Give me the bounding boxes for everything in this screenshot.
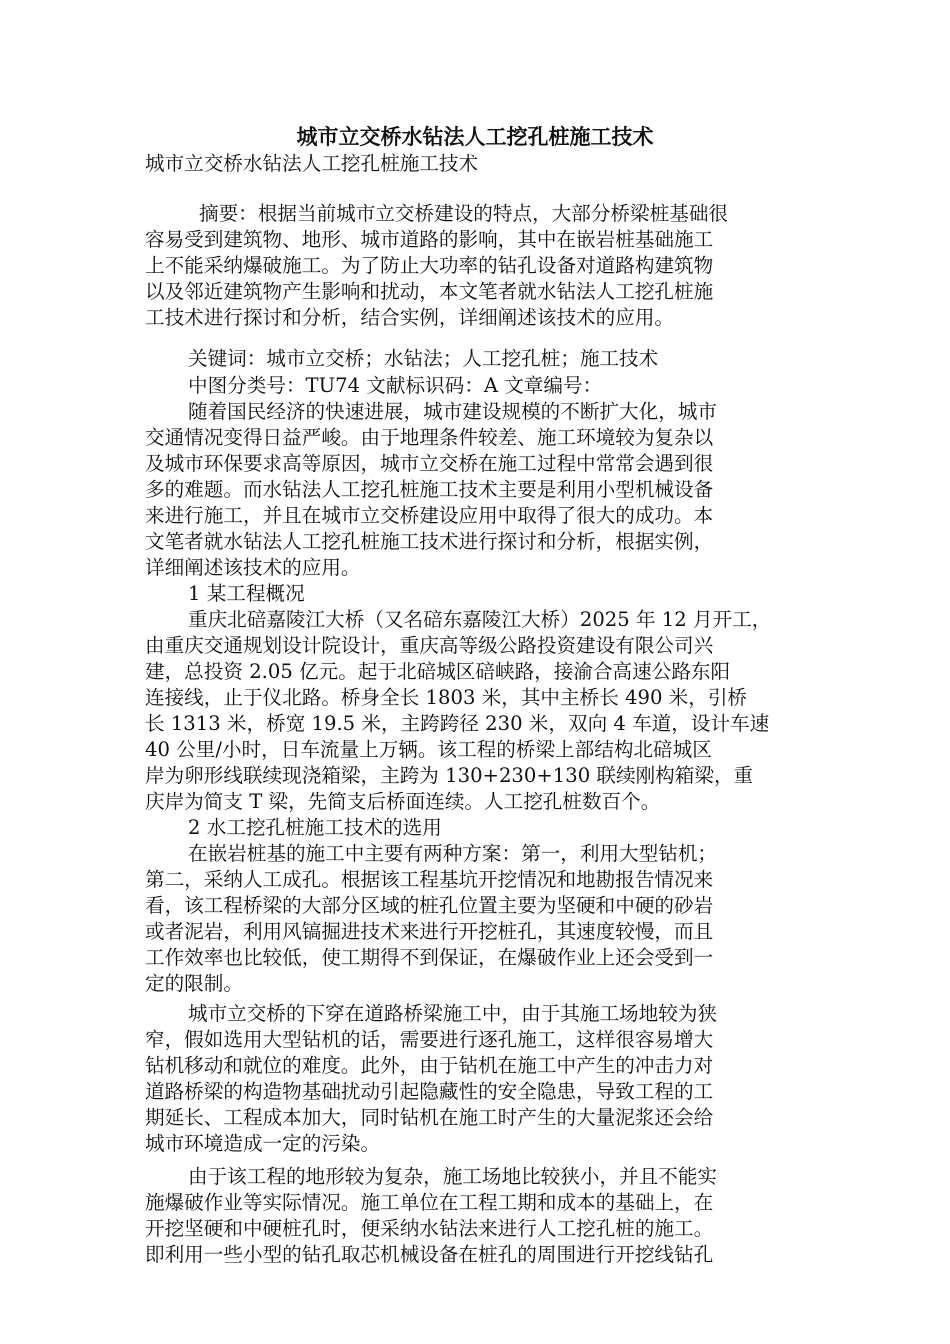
- paragraph-line: 工作效率也比较低，使工期得不到保证，在爆破作业上还会受到一: [145, 946, 714, 969]
- abstract-line: 工技术进行探讨和分析，结合实例，详细阐述该技术的应用。: [145, 306, 675, 329]
- section-heading: 1 某工程概况: [188, 582, 305, 605]
- paragraph-line: 定的限制。: [145, 972, 243, 995]
- paragraph-line: 施爆破作业等实际情况。施工单位在工程工期和成本的基础上，在: [145, 1191, 714, 1214]
- paragraph-line: 长 1313 米，桥宽 19.5 米，主跨跨径 230 米，双向 4 车道，设计车速: [145, 712, 770, 735]
- paragraph-line: 钻机移动和就位的难度。此外，由于钻机在施工中产生的冲击力对: [145, 1054, 714, 1077]
- document-subtitle: 城市立交桥水钻法人工挖孔桩施工技术: [145, 152, 479, 175]
- abstract-line: 容易受到建筑物、地形、城市道路的影响，其中在嵌岩桩基础施工: [145, 228, 714, 251]
- abstract-line: 以及邻近建筑物产生影响和扰动，本文笔者就水钻法人工挖孔桩施: [145, 280, 714, 303]
- paragraph-line: 文笔者就水钻法人工挖孔桩施工技术进行探讨和分析，根据实例，: [145, 530, 714, 553]
- paragraph-line: 或者泥岩，利用风镐掘进技术来进行开挖桩孔，其速度较慢，而且: [145, 920, 714, 943]
- paragraph-line: 详细阐述该技术的应用。: [145, 556, 361, 579]
- paragraph-line: 及城市环保要求高等原因，城市立交桥在施工过程中常常会遇到很: [145, 452, 714, 475]
- paragraph-line: 40 公里/小时，日车流量上万辆。该工程的桥梁上部结构北碚城区: [145, 738, 712, 761]
- paragraph-line: 由于该工程的地形较为复杂，施工场地比较狭小，并且不能实: [188, 1165, 718, 1188]
- classification-line: 中图分类号：TU74 文献标识码：A 文章编号：: [188, 374, 603, 397]
- paragraph-line: 连接线，止于仪北路。桥身全长 1803 米，其中主桥长 490 米，引桥: [145, 686, 748, 709]
- paragraph-line: 在嵌岩桩基的施工中主要有两种方案：第一，利用大型钻机；: [188, 842, 718, 865]
- paragraph-line: 道路桥梁的构造物基础扰动引起隐藏性的安全隐患，导致工程的工: [145, 1080, 714, 1103]
- paragraph-line: 来进行施工，并且在城市立交桥建设应用中取得了很大的成功。本: [145, 504, 714, 527]
- keywords-line: 关键词：城市立交桥；水钻法；人工挖孔桩；施工技术: [188, 347, 659, 370]
- paragraph-line: 多的难题。而水钻法人工挖孔桩施工技术主要是利用小型机械设备: [145, 478, 714, 501]
- paragraph-line: 窄，假如选用大型钻机的话，需要进行逐孔施工，这样很容易增大: [145, 1028, 714, 1051]
- paragraph-line: 城市立交桥的下穿在道路桥梁施工中，由于其施工场地较为狭: [188, 1002, 718, 1025]
- paragraph-line: 建，总投资 2.05 亿元。起于北碚城区碚峡路，接渝合高速公路东阳: [145, 660, 731, 683]
- paragraph-line: 庆岸为简支 T 梁，先简支后桥面连续。人工挖孔桩数百个。: [145, 790, 661, 813]
- abstract-line: 上不能采纳爆破施工。为了防止大功率的钻孔设备对道路构建筑物: [145, 254, 714, 277]
- paragraph-line: 重庆北碚嘉陵江大桥（又名碚东嘉陵江大桥）2025 年 12 月开工，: [188, 608, 772, 631]
- paragraph-line: 看，该工程桥梁的大部分区域的桩孔位置主要为坚硬和中硬的砂岩: [145, 894, 714, 917]
- paragraph-line: 城市环境造成一定的污染。: [145, 1132, 381, 1155]
- paragraph-line: 第二，采纳人工成孔。根据该工程基坑开挖情况和地勘报告情况来: [145, 868, 714, 891]
- paragraph-line: 开挖坚硬和中硬桩孔时，便采纳水钻法来进行人工挖孔桩的施工。: [145, 1217, 714, 1240]
- document-title: 城市立交桥水钻法人工挖孔桩施工技术: [296, 124, 654, 149]
- abstract-line: 摘要：根据当前城市立交桥建设的特点，大部分桥梁桩基础很: [199, 202, 729, 225]
- paragraph-line: 交通情况变得日益严峻。由于地理条件较差、施工环境较为复杂以: [145, 426, 714, 449]
- paragraph-line: 随着国民经济的快速进展，城市建设规模的不断扩大化，城市: [188, 400, 718, 423]
- paragraph-line: 期延长、工程成本加大，同时钻机在施工时产生的大量泥浆还会给: [145, 1106, 714, 1129]
- paragraph-line: 由重庆交通规划设计院设计，重庆高等级公路投资建设有限公司兴: [145, 634, 714, 657]
- paragraph-line: 岸为卵形线联续现浇箱梁，主跨为 130+230+130 联续刚构箱梁，重: [145, 764, 754, 787]
- section-heading: 2 水工挖孔桩施工技术的选用: [188, 816, 442, 839]
- paragraph-line: 即利用一些小型的钻孔取芯机械设备在桩孔的周围进行开挖线钻孔: [145, 1243, 714, 1266]
